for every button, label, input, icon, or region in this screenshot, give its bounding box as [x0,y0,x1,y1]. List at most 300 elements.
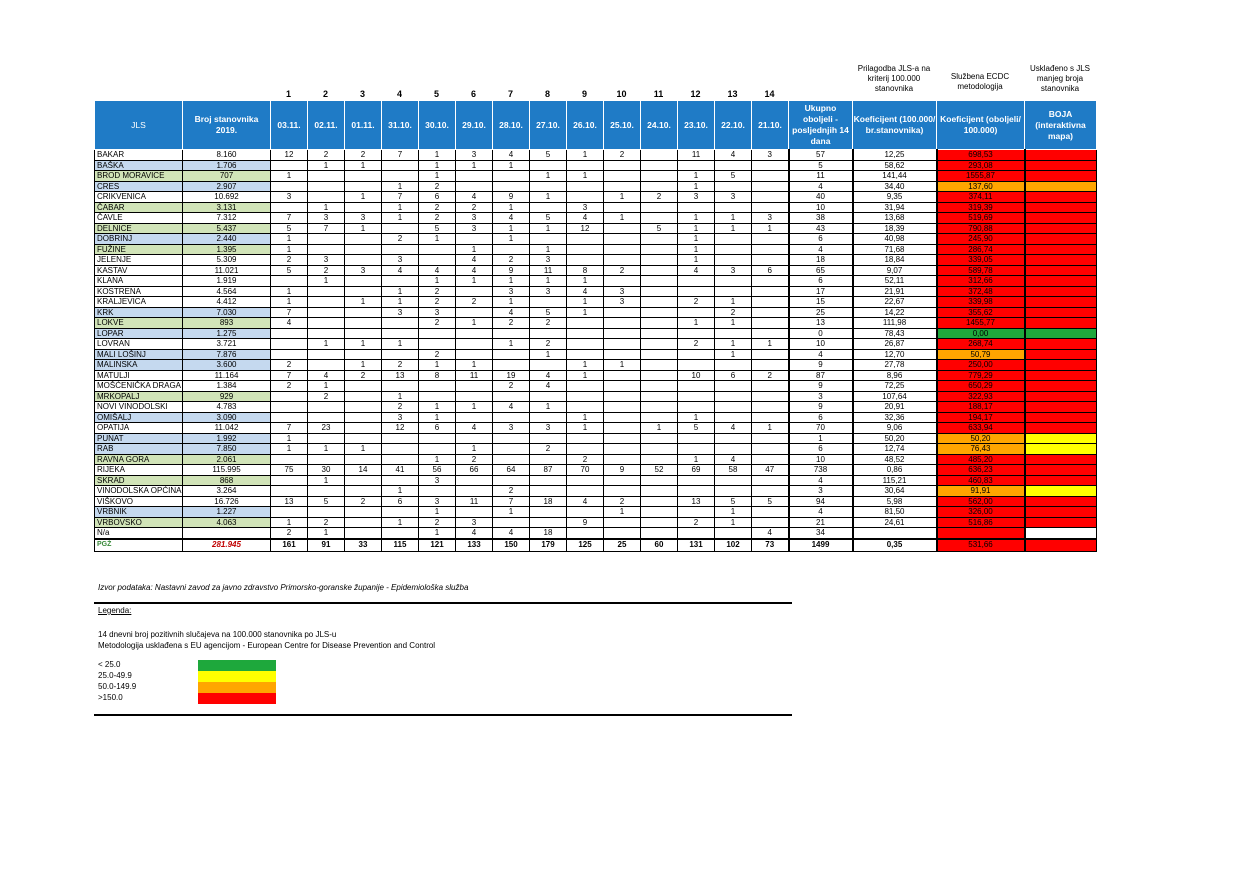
header-date: 25.10. [604,101,641,150]
cell-boja [1025,171,1097,182]
cell-day [641,234,678,245]
cell-day: 75 [271,465,308,476]
cell-day [382,381,419,392]
cell-population: 5.309 [183,255,271,266]
cell-day: 1 [530,171,567,182]
cell-day: 2 [345,150,382,161]
cell-day [530,412,567,423]
cell-day: 1 [271,517,308,528]
cell-day [641,202,678,213]
cell-day [345,255,382,266]
cell-day: 1 [419,234,456,245]
cell-day: 1 [567,297,604,308]
cell-total: 65 [789,265,853,276]
cell-day: 8 [419,370,456,381]
cell-day [567,234,604,245]
cell-day [678,433,715,444]
cell-total: 9 [789,381,853,392]
cell-day: 1 [419,171,456,182]
cell-coefficient: 141,44 [853,171,937,182]
cell-day [456,433,493,444]
header-date: 23.10. [678,101,715,150]
legend-label: 50.0-149.9 [98,682,137,691]
cell-day: 1 [530,223,567,234]
cell-ecdc: 0,00 [937,328,1025,339]
cell-day [715,244,752,255]
cell-day [678,402,715,413]
cell-ecdc: 372,48 [937,286,1025,297]
cell-day [641,150,678,161]
cell-day [567,381,604,392]
cell-day: 2 [493,318,530,329]
cell-total: 21 [789,517,853,528]
cell-population: 7.312 [183,213,271,224]
cell-day: 2 [419,181,456,192]
cell-ecdc: 50,79 [937,349,1025,360]
header-coefficient: Koeficijent (100.000/ br.stanovnika) [853,101,937,150]
table-row [95,475,1097,486]
table-row [95,150,1097,161]
cell-day: 13 [382,370,419,381]
cell-day [271,349,308,360]
cell-coefficient: 12,25 [853,150,937,161]
cell-day: 2 [382,234,419,245]
sum-day: 125 [567,539,604,552]
cell-day [752,454,789,465]
cell-boja [1025,528,1097,539]
cell-day: 5 [641,223,678,234]
cell-total: 4 [789,507,853,518]
cell-day [604,433,641,444]
cell-jls: KRALJEVICA [95,297,183,308]
cell-boja [1025,412,1097,423]
cell-day [641,181,678,192]
cell-day: 2 [308,517,345,528]
cell-day [493,433,530,444]
cell-jls: ČAVLE [95,213,183,224]
cell-population: 893 [183,318,271,329]
cell-ecdc: 650,29 [937,381,1025,392]
cell-day: 18 [530,528,567,539]
cell-total: 25 [789,307,853,318]
cell-day [493,444,530,455]
day-number: 1 [285,89,291,99]
cell-day: 4 [567,213,604,224]
cell-day: 1 [604,192,641,203]
covid-table [94,100,1097,552]
cell-day [752,360,789,371]
cell-day [641,433,678,444]
cell-day [308,244,345,255]
cell-day [567,475,604,486]
cell-day: 4 [493,402,530,413]
cell-day [604,349,641,360]
cell-day [456,234,493,245]
cell-ecdc: 188,17 [937,402,1025,413]
cell-day [641,265,678,276]
cell-total: 6 [789,276,853,287]
cell-day [308,433,345,444]
cell-day [419,255,456,266]
cell-total: 18 [789,255,853,266]
cell-day [604,402,641,413]
cell-population: 1.919 [183,276,271,287]
cell-day: 1 [715,517,752,528]
cell-day [715,286,752,297]
cell-ecdc: 268,74 [937,339,1025,350]
header-date: 01.11. [345,101,382,150]
cell-day: 2 [678,339,715,350]
cell-boja [1025,433,1097,444]
cell-boja [1025,286,1097,297]
sum-day: 102 [715,539,752,552]
cell-day: 2 [604,150,641,161]
cell-day: 3 [456,223,493,234]
cell-day: 66 [456,465,493,476]
cell-day: 1 [678,171,715,182]
cell-day: 7 [308,223,345,234]
cell-day [604,528,641,539]
day-number: 11 [653,89,664,99]
cell-day [456,391,493,402]
cell-day: 1 [678,318,715,329]
cell-day [641,507,678,518]
cell-day: 1 [715,339,752,350]
cell-day: 4 [530,381,567,392]
cell-boja [1025,475,1097,486]
cell-jls: OMIŠALJ [95,412,183,423]
cell-day [567,192,604,203]
cell-day: 1 [382,213,419,224]
cell-day: 5 [419,223,456,234]
cell-day [456,507,493,518]
cell-day: 6 [715,370,752,381]
cell-day: 47 [752,465,789,476]
cell-day [752,307,789,318]
cell-day [308,234,345,245]
cell-day: 3 [530,423,567,434]
cell-day [567,486,604,497]
cell-day [345,286,382,297]
cell-day [345,423,382,434]
cell-day: 1 [493,202,530,213]
cell-ecdc: 293,08 [937,160,1025,171]
cell-day: 3 [382,255,419,266]
cell-population: 3.131 [183,202,271,213]
cell-day [456,475,493,486]
cell-day [604,276,641,287]
cell-day [604,517,641,528]
cell-day [567,528,604,539]
cell-day: 2 [419,213,456,224]
cell-ecdc: 460,83 [937,475,1025,486]
cell-day: 12 [382,423,419,434]
cell-day [382,444,419,455]
cell-coefficient: 8,96 [853,370,937,381]
cell-day: 1 [715,318,752,329]
cell-day [641,307,678,318]
cell-total: 6 [789,412,853,423]
cell-day: 3 [382,412,419,423]
cell-day [641,496,678,507]
cell-day: 11 [678,150,715,161]
cell-day [752,160,789,171]
cell-day [345,517,382,528]
cell-total: 4 [789,244,853,255]
table-row [95,160,1097,171]
cell-day [493,181,530,192]
cell-day [678,507,715,518]
cell-day [678,307,715,318]
cell-day: 1 [493,276,530,287]
cell-day [456,307,493,318]
cell-day: 1 [715,507,752,518]
header-note-note_boja: Usklađeno s JLS manjeg broja stanovnika [1029,64,1091,93]
cell-day: 12 [271,150,308,161]
cell-day: 1 [678,412,715,423]
cell-day: 1 [419,402,456,413]
cell-day: 1 [530,244,567,255]
header-date: 26.10. [567,101,604,150]
cell-day [715,202,752,213]
cell-day: 1 [678,454,715,465]
cell-day: 87 [530,465,567,476]
cell-day [382,171,419,182]
cell-day [604,307,641,318]
cell-day [271,276,308,287]
sum-day: 150 [493,539,530,552]
cell-day [604,318,641,329]
header-date: 31.10. [382,101,419,150]
cell-ecdc: 326,00 [937,507,1025,518]
cell-day [678,475,715,486]
sum-day: 33 [345,539,382,552]
cell-day: 2 [604,496,641,507]
cell-day: 1 [456,360,493,371]
cell-day [382,454,419,465]
cell-day: 70 [567,465,604,476]
cell-boja [1025,423,1097,434]
cell-day: 1 [382,339,419,350]
cell-day [345,507,382,518]
cell-day: 2 [678,517,715,528]
cell-day: 4 [456,528,493,539]
cell-jls: FUŽINE [95,244,183,255]
cell-day [271,181,308,192]
cell-day: 52 [641,465,678,476]
sum-day: 161 [271,539,308,552]
cell-day: 1 [382,297,419,308]
cell-day [530,160,567,171]
header-date: 21.10. [752,101,789,150]
day-number: 10 [616,89,627,99]
cell-day [567,433,604,444]
cell-ecdc: 50,20 [937,433,1025,444]
cell-boja [1025,192,1097,203]
cell-day: 4 [382,265,419,276]
legend-label: < 25.0 [98,660,121,669]
cell-day [308,412,345,423]
cell-day: 1 [567,276,604,287]
cell-day: 12 [567,223,604,234]
cell-day [493,360,530,371]
table-row [95,423,1097,434]
cell-day: 7 [271,370,308,381]
cell-day [641,412,678,423]
day-number: 2 [322,89,328,99]
cell-ecdc: 137,60 [937,181,1025,192]
cell-day [382,244,419,255]
sum-day: 121 [419,539,456,552]
cell-day [752,297,789,308]
cell-coefficient: 34,40 [853,181,937,192]
cell-total: 34 [789,528,853,539]
table-row [95,286,1097,297]
cell-day: 1 [308,381,345,392]
cell-jls: KOSTRENA [95,286,183,297]
cell-day [715,160,752,171]
cell-population: 115.995 [183,465,271,476]
cell-jls: PUNAT [95,433,183,444]
cell-day: 4 [567,496,604,507]
cell-day [678,381,715,392]
sum-coefficient: 0,35 [853,539,937,552]
cell-day [456,286,493,297]
sum-day: 91 [308,539,345,552]
cell-coefficient: 18,84 [853,255,937,266]
cell-day [456,486,493,497]
cell-population [183,528,271,539]
cell-day [271,412,308,423]
cell-day [419,486,456,497]
cell-boja [1025,328,1097,339]
cell-day: 2 [678,297,715,308]
legend-swatch [198,693,276,704]
cell-jls: BROD MORAVICE [95,171,183,182]
cell-coefficient: 12,70 [853,349,937,360]
cell-day: 1 [271,234,308,245]
cell-day [382,160,419,171]
cell-day: 1 [419,160,456,171]
cell-day: 5 [530,213,567,224]
cell-population: 3.721 [183,339,271,350]
cell-boja [1025,339,1097,350]
table-row [95,486,1097,497]
cell-day [641,444,678,455]
cell-day: 1 [456,402,493,413]
cell-day: 7 [271,307,308,318]
cell-day [419,339,456,350]
cell-coefficient: 52,11 [853,276,937,287]
cell-day: 2 [530,444,567,455]
cell-population: 1.395 [183,244,271,255]
cell-day [604,423,641,434]
header-boja: BOJA (interaktivna mapa) [1025,101,1097,150]
cell-day [752,412,789,423]
cell-jls: NOVI VINODOLSKI [95,402,183,413]
cell-day [345,328,382,339]
cell-day: 4 [715,454,752,465]
cell-day: 2 [530,339,567,350]
sum-population: 281.945 [183,539,271,552]
cell-day: 2 [382,360,419,371]
cell-day: 1 [345,223,382,234]
cell-day [715,234,752,245]
cell-coefficient: 31,94 [853,202,937,213]
cell-day: 1 [382,486,419,497]
table-row [95,265,1097,276]
cell-population: 7.850 [183,444,271,455]
cell-coefficient: 58,62 [853,160,937,171]
cell-day: 4 [715,150,752,161]
cell-day [604,328,641,339]
cell-coefficient: 72,25 [853,381,937,392]
cell-day [530,234,567,245]
cell-day [345,276,382,287]
table-row [95,454,1097,465]
day-number: 12 [690,89,701,99]
cell-jls: BAKAR [95,150,183,161]
cell-boja [1025,223,1097,234]
cell-coefficient: 111,98 [853,318,937,329]
cell-day: 1 [456,276,493,287]
cell-day: 4 [271,318,308,329]
cell-day: 1 [382,181,419,192]
table-row [95,255,1097,266]
cell-total: 5 [789,160,853,171]
cell-day [641,381,678,392]
cell-day: 1 [308,339,345,350]
cell-day [641,454,678,465]
cell-boja [1025,370,1097,381]
cell-day: 18 [530,496,567,507]
table-row [95,507,1097,518]
cell-day [752,181,789,192]
cell-day [752,349,789,360]
cell-day [752,475,789,486]
cell-day: 5 [678,423,715,434]
cell-day: 2 [419,318,456,329]
cell-ecdc: 339,98 [937,297,1025,308]
cell-total: 4 [789,475,853,486]
cell-total: 738 [789,465,853,476]
cell-population: 11.021 [183,265,271,276]
cell-coefficient: 22,67 [853,297,937,308]
cell-day [345,307,382,318]
cell-jls: RAB [95,444,183,455]
header-date: 22.10. [715,101,752,150]
cell-total: 0 [789,328,853,339]
day-number: 3 [359,89,365,99]
cell-boja [1025,244,1097,255]
cell-day: 1 [567,360,604,371]
cell-day: 2 [271,381,308,392]
cell-day [715,381,752,392]
cell-jls: CRES [95,181,183,192]
cell-day [604,475,641,486]
cell-day [382,433,419,444]
cell-day: 1 [493,160,530,171]
cell-day [345,486,382,497]
cell-day [641,349,678,360]
cell-jls: ČABAR [95,202,183,213]
cell-jls: MALINSKA [95,360,183,371]
cell-day: 10 [678,370,715,381]
cell-population: 11.042 [183,423,271,434]
cell-day [382,328,419,339]
cell-day: 4 [678,265,715,276]
cell-day [345,244,382,255]
